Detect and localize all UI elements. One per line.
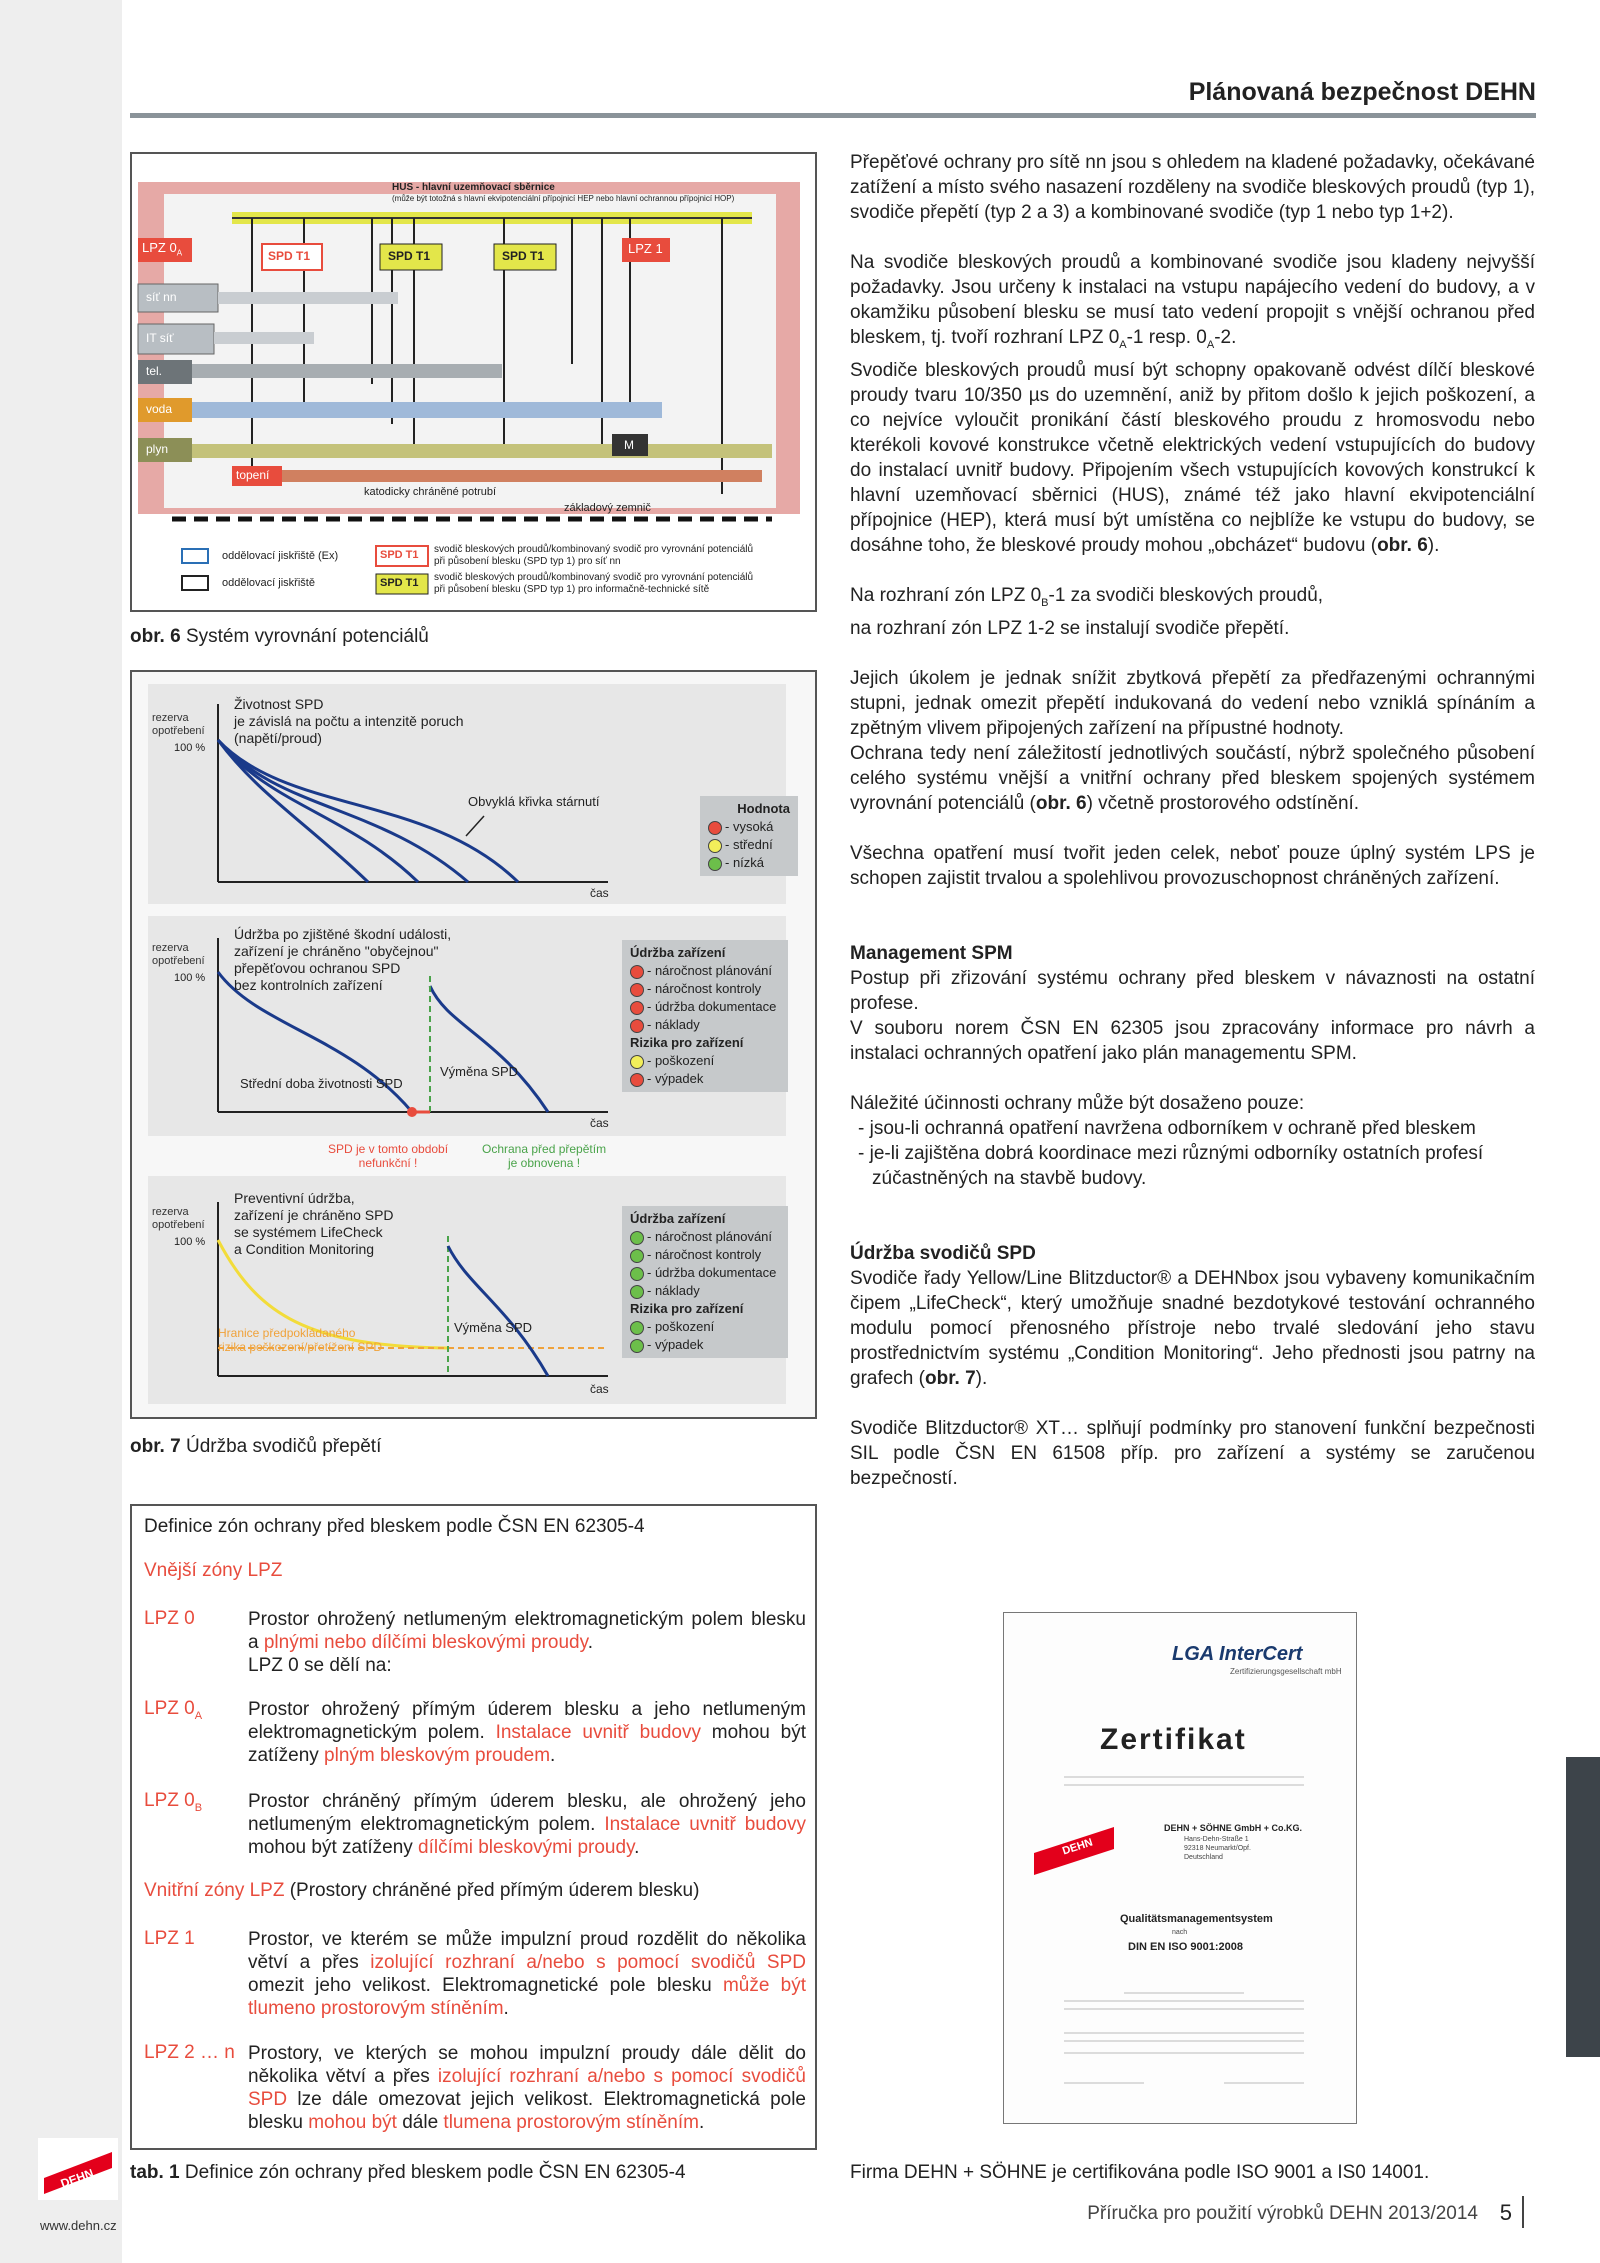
ylabel: rezerva opotřebení: [152, 712, 205, 737]
panel3-title: Preventivní údržba, zařízení je chráněno SPD se systémem LifeCheck a Condition Monitoring: [234, 1190, 394, 1257]
logo-text: DEHN: [58, 2165, 96, 2191]
mid-life-label: Střední doba životnosti SPD: [240, 1076, 403, 1091]
left-sidebar: [0, 0, 122, 2263]
fig6-caption: obr. 6 Systém vyrovnání potenciálů: [130, 626, 429, 647]
katodicky-label: katodicky chráněné potrubí: [364, 486, 497, 498]
panel2-legend: Údržba zařízení - náročnost plánování - náročnost kontroly - údržba dokumentace - náklady Rizika pro zařízení - poškození - výpadek: [622, 940, 788, 1092]
footer-divider: [1522, 2196, 1524, 2228]
risk-threshold-label: Hranice předpokládaného rizika poškození/přetížení SPD: [218, 1326, 383, 1354]
zemnic-label: základový zemnič: [564, 502, 651, 514]
paragraph: V souboru norem ČSN EN 62305 jsou zpracovány informace pro návrh a instalaci ochranných opatření jako plán managementu SPM.: [850, 1017, 1535, 1064]
aging-curve-label: Obvyklá křivka stárnutí: [468, 794, 600, 809]
xlabel: čas: [590, 1382, 609, 1396]
row-text-lpz2n: Prostory, ve kterých se mohou impulzní proudy dále dělit do několika větví a přes izolující rozhraní a/nebo s pomocí svodičů SPD lze dále omezovat jejich velikost. Elektromagnetická pole blesku mohou být dále tlumena prostorovým stíněním.: [248, 2043, 807, 2133]
header-rule: [130, 113, 1536, 118]
legend-spd-label: SPD T1: [380, 577, 419, 589]
right-column-text: [850, 150, 1535, 1516]
panel1-legend: Hodnota - vysoká - střední - nízká: [700, 796, 798, 876]
dehn-logo: [38, 2138, 118, 2200]
topeni-label: topení: [236, 468, 270, 482]
table-title: Definice zón ochrany před bleskem podle ČSN EN 62305-4: [144, 1516, 645, 1537]
cert-brand: LGA InterCert: [1172, 1643, 1303, 1665]
row-label-lpz0a: LPZ $0_A$: [144, 1698, 203, 1722]
cert-system: Qualitätsmanagementsystem: [1120, 1913, 1273, 1925]
legend-spd-label: SPD T1: [380, 549, 419, 561]
ylabel: rezerva opotřebení: [152, 1206, 205, 1231]
row-text-lpz0b: Prostor chráněný přímým úderem blesku, ale ohrožený jeho netlumeným elektromagnetickým polem. Instalace uvnitř budovy mohou být zatíženy dílčími bleskovými proudy.: [248, 1791, 806, 1858]
y100-label: 100 %: [174, 1236, 206, 1248]
list-item: - jsou-li ochranná opatření navržena odborníkem v ochraně před bleskem: [872, 1116, 1535, 1141]
row-label-lpz2n: LPZ 2 … n: [144, 2042, 235, 2063]
pipe-label-tel: tel.: [146, 364, 163, 378]
row-text-lpz0: Prostor ohrožený netlumeným elektromagnetickým polem blesku a plnými nebo dílčími bleskovými proudy. LPZ 0 se dělí na:: [248, 1609, 806, 1676]
protection-restored-note: Ochrana před přepětím je obnovena !: [482, 1142, 607, 1170]
website-url: www.dehn.cz: [40, 2218, 117, 2233]
cert-norm: DIN EN ISO 9001:2008: [1128, 1941, 1243, 1953]
paragraph: Všechna opatření musí tvořit jeden celek, neboť pouze úplný systém LPS je schopen zajistit trvalou a spolehlivou provozuschopnost chráněných zařízení.: [850, 842, 1535, 889]
section-heading-spm: Management SPM: [850, 942, 1013, 964]
pipe-label-voda: voda: [146, 402, 173, 416]
cert-nach: nach: [1172, 1929, 1188, 1936]
fig7-panel-1: [148, 684, 790, 904]
footer-text: Příručka pro použití výrobků DEHN 2013/2014: [1087, 2203, 1478, 2224]
row-text-lpz0a: Prostor ohrožený přímým úderem blesku a jeho netlumeným elektromagnetickým polem. Instalace uvnitř budovy mohou být zatíženy plným bleskovým proudem.: [248, 1699, 806, 1766]
cert-logo-text: DEHN: [1060, 1836, 1095, 1858]
table-caption: tab. 1 Definice zón ochrany před bleskem podle ČSN EN 62305-4: [130, 2162, 686, 2183]
page-header-title: Plánovaná bezpečnost DEHN: [1188, 78, 1536, 106]
requirements-list: [850, 1116, 1535, 1191]
fig7-caption: obr. 7 Údržba svodičů přepětí: [130, 1436, 382, 1457]
legend-jiskriste: oddělovací jiskřiště: [222, 577, 315, 589]
paragraph: Na svodiče bleskových proudů a kombinované svodiče jsou kladeny nejvyšší požadavky. Jsou určeny k instalaci na vstupu napájecího vedení do budovy, a v okamžiku působení blesku se musí tato vedení propojit s vnější ochranou před bleskem, tj. tvoří rozhraní LPZ $0_A-1$ resp. $0_A-2$.: [850, 252, 1535, 351]
xlabel: čas: [590, 1116, 609, 1130]
right-edge-tab: [1566, 1757, 1600, 2057]
ylabel: rezerva opotřebení: [152, 942, 205, 967]
list-item: - je-li zajištěna dobrá koordinace mezi různými odborníky ostatních profesí zúčastněných na stavbě budovy.: [872, 1141, 1535, 1191]
pipe-label-plyn: plyn: [146, 442, 169, 456]
paragraph: Jejich úkolem je jednak snížit zbytková přepětí za předřazenými ochrannými stupni, jednak omezit přepětí indukovaná do vedení nebo vzniklá spínáním a zpětným vlivem připojených zařízení na přípustné hodnoty.: [850, 667, 1535, 739]
panel2-title: Údržba po zjištěné škodní události, zařízení je chráněno "obyčejnou" přepěťovou ochranou SPD bez kontrolních zařízení: [234, 926, 452, 993]
panel3-legend: Údržba zařízení - náročnost plánování - náročnost kontroly - údržba dokumentace - náklady Rizika pro zařízení - poškození - výpadek: [622, 1206, 788, 1358]
fig6-diagram: [130, 152, 817, 612]
iso-certificate-image: [1003, 1612, 1357, 2124]
cert-brand-sub: Zertifizierungsgesellschaft mbH: [1230, 1667, 1342, 1676]
panel1-title: Životnost SPD je závislá na počtu a intenzitě poruch (napětí/proud): [234, 696, 464, 746]
inner-zones-heading: Vnitřní zóny LPZ (Prostory chráněné před přímým úderem blesku): [144, 1880, 700, 1901]
spd-t1-label: SPD T1: [388, 249, 431, 263]
paragraph: Svodiče Blitzductor® XT… splňují podmínky pro stanovení funkční bezpečnosti SIL podle ČSN EN 61508 příp. pro zařízení a systémy se zaručenou bezpečností.: [850, 1417, 1535, 1489]
spd-nonfunctional-note: SPD je v tomto období nefunkční !: [328, 1142, 449, 1170]
cert-company-address: Hans-Dehn-Straße 1 92318 Neumarkt/Opf. Deutschland: [1184, 1836, 1251, 1861]
y100-label: 100 %: [174, 742, 206, 754]
hus-label: HUS - hlavní uzemňovací sběrnice: [392, 182, 555, 193]
legend-spd1-text: svodič bleskových proudů/kombinovaný svodič pro vyrovnání potenciálů při působení blesku (SPD typ 1) pro síť nn: [434, 544, 754, 567]
pipe-label-nn: síť nn: [146, 290, 177, 304]
lpz1-label: LPZ 1: [628, 241, 663, 256]
section-heading-spd-maintenance: Údržba svodičů SPD: [850, 1242, 1036, 1264]
legend-spd2-text: svodič bleskových proudů/kombinovaný svodič pro vyrovnání potenciálů při působení blesku (SPD typ 1) pro informačně-technické sítě: [434, 572, 754, 595]
paragraph: Svodiče řady Yellow/Line Blitzductor® a DEHNbox jsou vybaveny komunikačním čipem „LifeCheck“, který umožňuje snadné bezdotykové testování ochranného modulu pomocí přenosného přístroje nebo trvalé sledování jeho stavu prostřednictvím systému „Condition Monitoring“. Jeho přednosti jsou patrny na grafech (obr. 7).: [850, 1267, 1535, 1389]
certificate-caption: Firma DEHN + SÖHNE je certifikována podle ISO 9001 a IS0 14001.: [850, 2162, 1430, 2183]
row-text-lpz1: Prostor, ve kterém se může impulzní proud rozdělit do několika větví a přes izolující rozhraní a/nebo s pomocí svodičů SPD omezit jeho velikost. Elektromagnetické pole blesku může být tlumeno prostorovým stíněním.: [248, 1929, 806, 2019]
lpz-definition-table: [130, 1504, 817, 2150]
pipe-label-it: IT síť: [146, 331, 174, 345]
paragraph: Ochrana tedy není záležitostí jednotlivých součástí, nýbrž společného působení celého systému vnější a vnitřní ochrany před bleskem spojených systémem vyrovnání potenciálů (obr. 6) včetně prostorového odstínění.: [850, 742, 1535, 814]
cert-title: Zertifikat: [1100, 1723, 1247, 1756]
fig7-panel-3: [148, 1176, 786, 1404]
paragraph: Na rozhraní zón LPZ $0_B-1$ za svodiči bleskových proudů, na rozhraní zón LPZ 1-2 se instalují svodiče přepětí.: [850, 584, 1324, 639]
row-label-lpz0: LPZ 0: [144, 1608, 195, 1629]
replace-label: Výměna SPD: [454, 1320, 533, 1335]
row-label-lpz1: LPZ 1: [144, 1928, 195, 1949]
paragraph: Přepěťové ochrany pro sítě nn jsou s ohledem na kladené požadavky, očekávané zatížení a místo svého nasazení rozděleny na svodiče bleskových proudů (typ 1), svodiče přepětí (typ 2 a 3) a kombinované svodiče (typ 1 nebo typ 1+2).: [850, 152, 1535, 223]
hus-sublabel: (může být totožná s hlavní ekvipotenciální přípojnicí HEP nebo hlavní ochrannou přípojnicí HOP): [392, 194, 735, 203]
motor-label: M: [624, 438, 634, 452]
legend-ex: oddělovací jiskřiště (Ex): [222, 550, 339, 562]
spd-t1-label: SPD T1: [268, 249, 311, 263]
replace-label: Výměna SPD: [440, 1064, 519, 1079]
fig7-diagram: [130, 670, 817, 1419]
spd-t1-label: SPD T1: [502, 249, 545, 263]
row-label-lpz0b: LPZ $0_B$: [144, 1790, 203, 1814]
xlabel: čas: [590, 886, 609, 900]
paragraph: Náležité účinnosti ochrany může být dosaženo pouze:: [850, 1092, 1305, 1114]
paragraph: Svodiče bleskových proudů musí být schopny opakovaně odvést dílčí bleskové proudy tvaru 10/350 µs do uzemnění, aniž by přitom došlo k jejich poškození, a co nejvíce vyloučit pronikání částí bleskového proudu z hromosvodu nebo kterékoli kovové konstrukce včetně elektrických vedení vstupujících do budovy do instalací uvnitř budovy. Připojením všech vstupujících kovových konstrukcí k hlavní uzemňovací sběrnici (HUS), známé též jako hlavní ekvipotenciální přípojnice (HEP), která musí být umístěna co nejblíže ke vstupu do budovy, se dosáhne toho, že bleskové proudy mohou „obcházet“ budovu (obr. 6).: [850, 359, 1535, 556]
lpz0-label: LPZ $0_A$: [142, 240, 183, 258]
y100-label: 100 %: [174, 972, 206, 984]
paragraph: Postup při zřizování systému ochrany před bleskem v návaznosti na ostatní profese.: [850, 967, 1535, 1014]
cert-company: DEHN + SÖHNE GmbH + Co.KG.: [1164, 1823, 1303, 1833]
outer-zones-heading: Vnější zóny LPZ: [144, 1560, 283, 1581]
cert-text-lines: [1004, 1613, 1356, 2123]
fig7-panel-2: [148, 916, 786, 1136]
page-number: 5: [1499, 2200, 1512, 2225]
